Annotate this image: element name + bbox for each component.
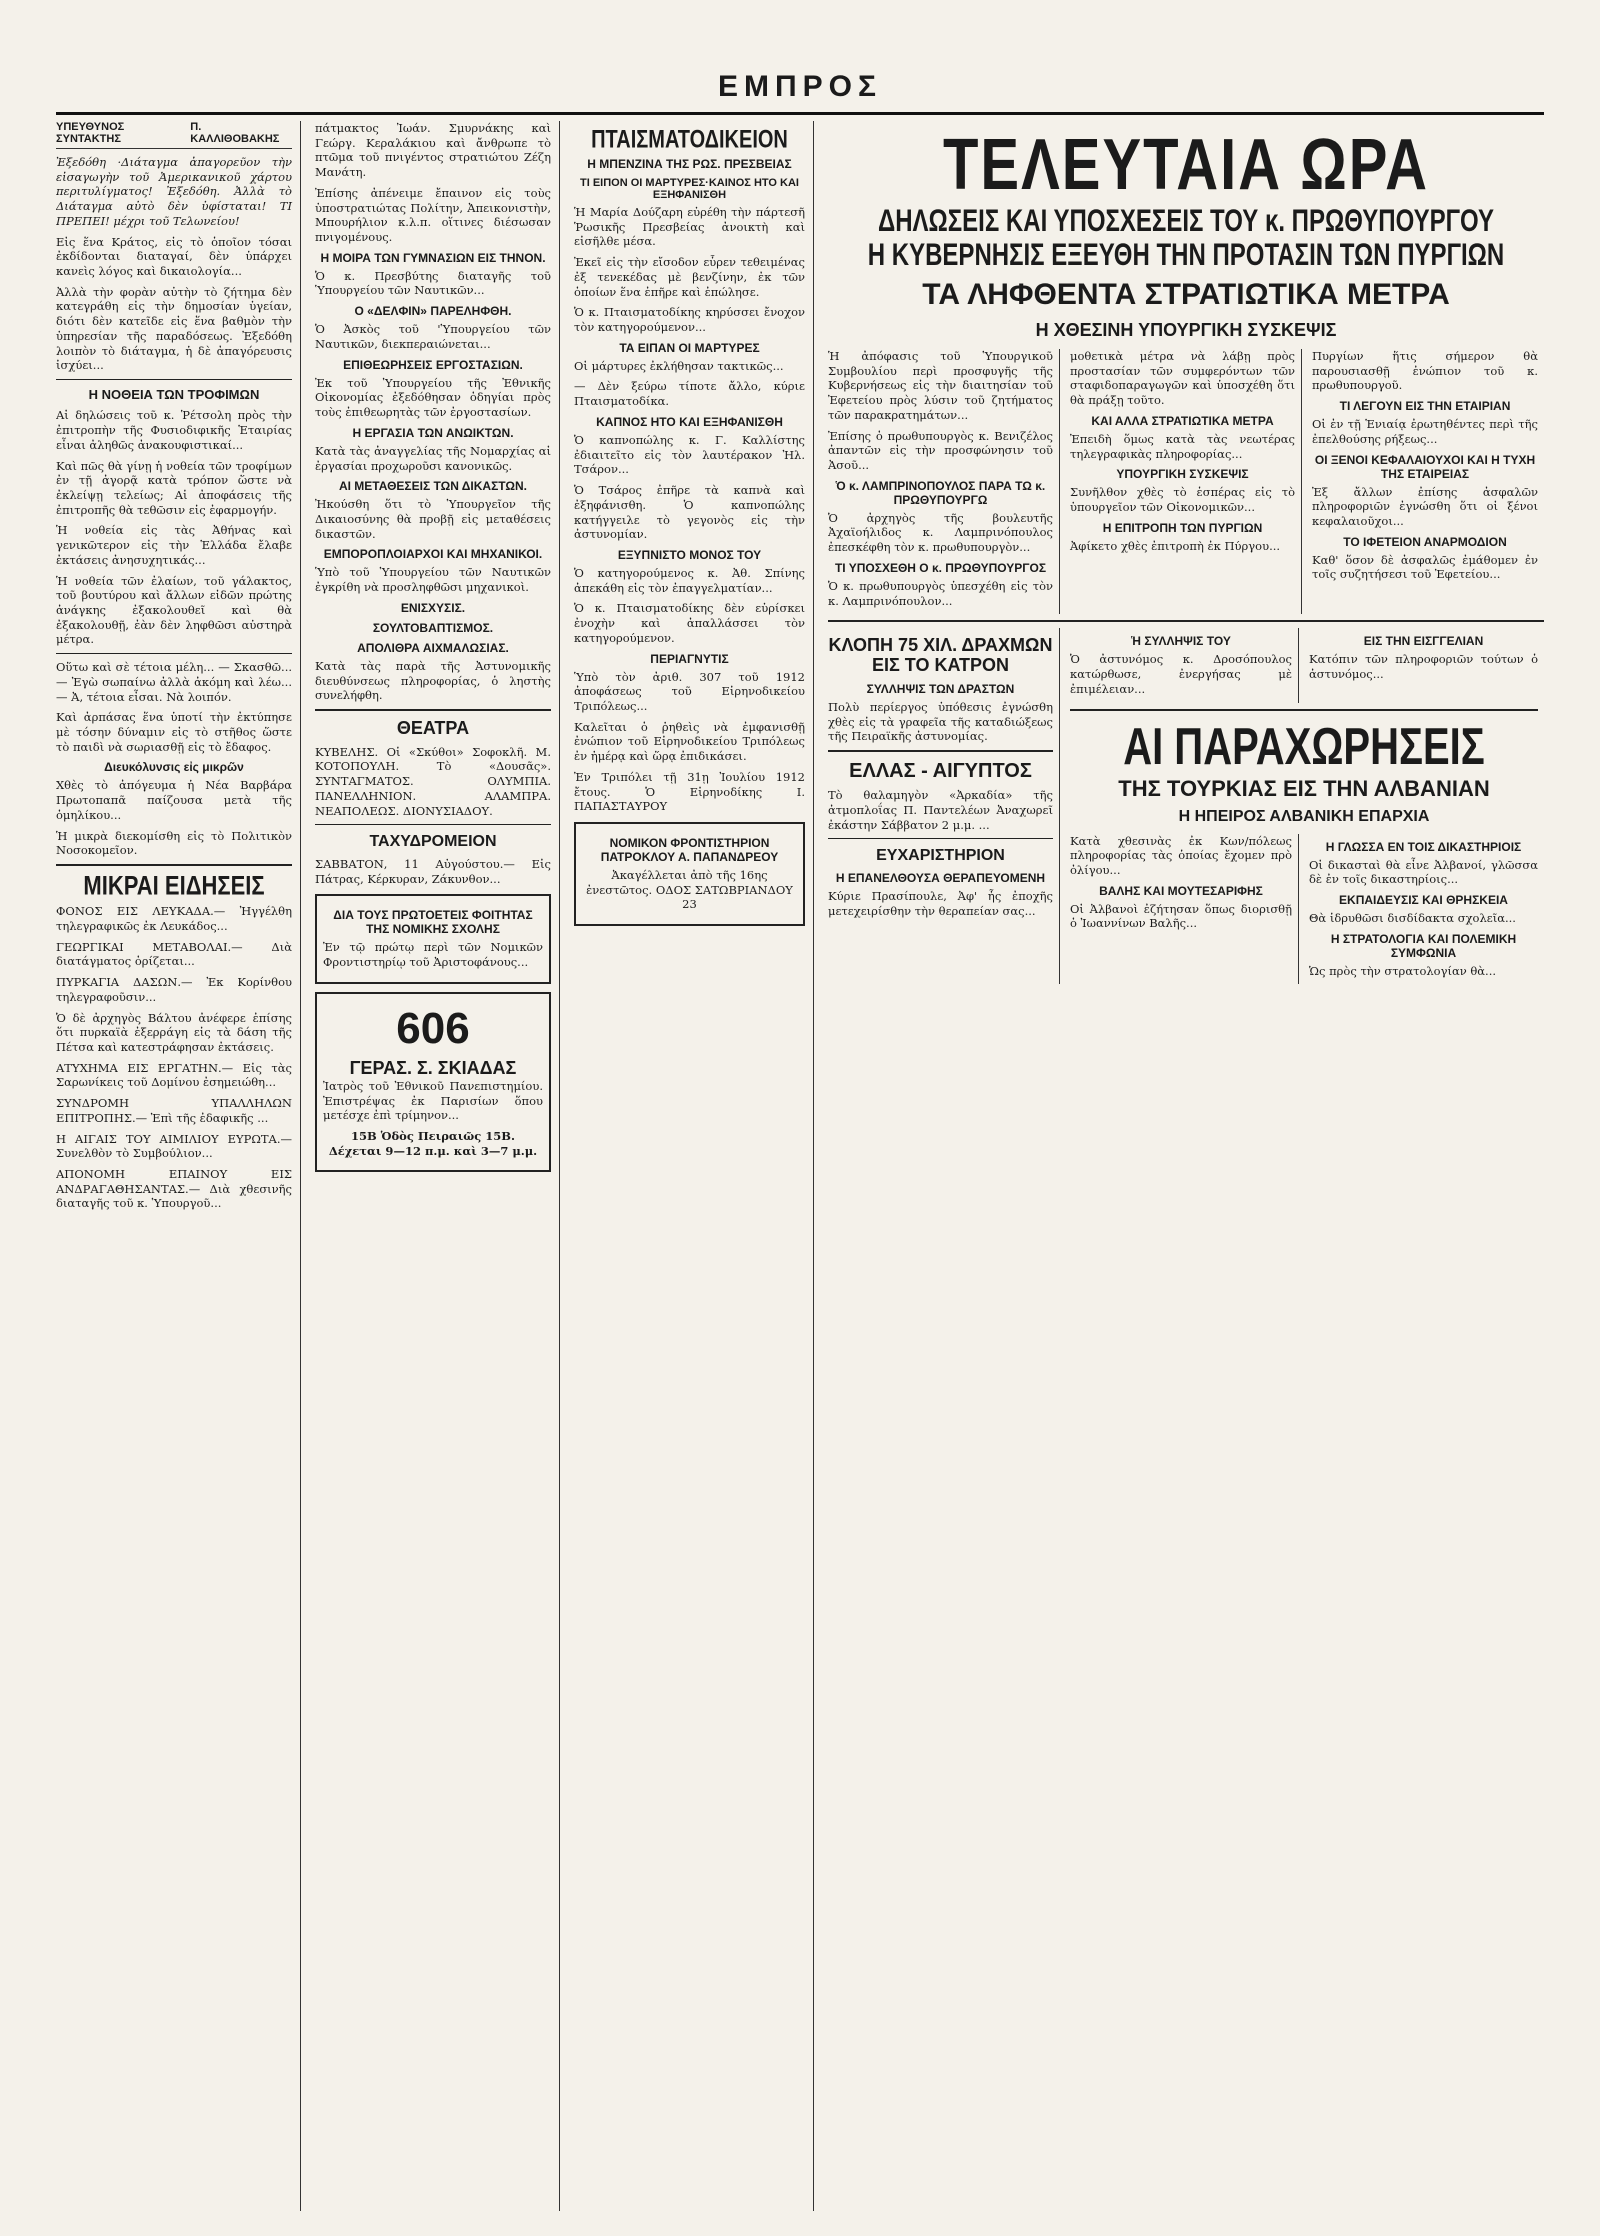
byline-label: ΥΠΕΥΘΥΝΟΣ ΣΥΝΤΑΚΤΗΣ [56,121,125,145]
section-heading: ΕΥΧΑΡΙΣΤΗΡΙΟΝ [876,847,1005,865]
paragraph: Κύριε Πρασίπουλε, Ἀφ' ἧς ἐποχῆς μετεχειρίσθην τὴν θεραπείαν σας... [828,888,1053,918]
paragraph: Ὁ Τσάρος ἐπῆρε τὰ καπνὰ καὶ ἐξηφάνισθη. Ὁ καπνοπώλης κατήγγειλε τὸ γεγονὸς εἰς τὴν ἀστυνομίαν. [574,483,805,542]
news-item: ΑΤΥΧΗΜΑ ΕΙΣ ΕΡΓΑΤΗΝ.— Εἰς τὰς Σαρωνίκεις τοῦ Δομίνου ἐσημειώθη... [56,1060,292,1090]
paragraph: Κατὰ τὰς ἀναγγελίας τῆς Νομαρχίας αἱ ἐργασίαι προχωροῦσι κανονικῶς. [315,443,551,473]
paragraph: Ἐπίσης ὁ πρωθυπουργὸς κ. Βενιζέλος ἀπαντῶν εἰς τὴν προσφώνησιν τοῦ Ἀσοῦ... [828,428,1053,473]
paragraph: Θὰ ἱδρυθῶσι δισδίδακτα σχολεῖα... [1309,910,1516,925]
subheading: ΕΞΥΠΝΙΣΤΟ ΜΟΝΟΣ ΤΟΥ [617,547,762,562]
subheading: Η ΜΟΙΡΑ ΤΩΝ ΓΥΜΝΑΣΙΩΝ ΕΙΣ ΤΗΝΟΝ. [320,250,546,265]
subheading: ΠΕΡΙΑΓΝΥΤΙΣ [650,651,729,666]
subheading: ΤΑ ΕΙΠΑΝ ΟΙ ΜΑΡΤΥΡΕΣ [619,340,760,355]
section-heading: ΘΕΑΤΡΑ [396,717,470,738]
kloph-col-a [1070,628,1299,702]
subheading: Η ΕΠΙΤΡΟΠΗ ΤΩΝ ΠΥΡΓΙΩΝ [1102,520,1263,535]
subheading: Η ΗΠΕΙΡΟΣ ΑΛΒΑΝΙΚΗ ΕΠΑΡΧΙΑ [1178,807,1430,825]
paragraph: Ἐν Τριπόλει τῇ 31ῃ Ἰουλίου 1912 ἔτους. Ὁ Εἰρηνοδίκης Ι. ΠΑΠΑΣΤΑΥΡΟΥ [574,769,805,814]
paragraph: — Δὲν ξεύρω τίποτε ἄλλο, κύριε Πταισματοδίκα. [574,379,805,409]
subheading: Ἡ ΣΥΛΛΗΨΙΣ ΤΟΥ [1131,634,1231,649]
divider [56,653,292,654]
section-heading: ΜΙΚΡΑΙ ΕΙΔΗΣΕΙΣ [83,870,265,901]
ad-text: Ἐν τῷ πρώτῳ περὶ τῶν Νομικῶν Φροντιστηρίῳ τοῦ Ἀριστοφάνους... [323,940,543,970]
subheading: Η ΜΠΕΝΖΙΝΑ ΤΗΣ ΡΩΣ. ΠΡΕΣΒΕΙΑΣ [587,157,792,171]
section-heading: ΕΛΛΑΣ - ΑΙΓΥΠΤΟΣ [849,760,1032,783]
kloph-col-b [1309,628,1538,702]
subheading: ΤΙ ΛΕΓΟΥΝ ΕΙΣ ΤΗΝ ΕΤΑΙΡΙΑΝ [1339,399,1511,414]
subheading: Η ΓΛΩΣΣΑ ΕΝ ΤΟΙΣ ΔΙΚΑΣΤΗΡΙΟΙΣ [1325,839,1522,854]
subheading: ΕΚΠΑΙΔΕΥΣΙΣ ΚΑΙ ΘΡΗΣΚΕΙΑ [1339,892,1508,907]
paragraph: Ἀφίκετο χθὲς ἐπιτροπὴ ἐκ Πύργου... [1070,538,1281,553]
masthead-rule [56,112,1544,115]
paragraph: Ἐκεῖ εἰς τὴν εἴσοδον εὗρεν τεθειμένας ἐξ τενεκέδας μὲ βενζίνην, ἐκ τῶν ὁποίων ἕνα ἐπῆρε καὶ ἐπώλησε. [574,255,805,299]
news-item: ΓΕΩΡΓΙΚΑΙ ΜΕΤΑΒΟΛΑΙ.— Διὰ διατάγματος ὁρίζεται... [56,939,292,969]
headline: ΔΗΛΩΣΕΙΣ ΚΑΙ ΥΠΟΣΧΕΣΕΙΣ ΤΟΥ κ. ΠΡΩΘΥΠΟΥΡΓΟΥ [877,203,1495,239]
subheading: Ὁ κ. ΛΑΜΠΡΙΝΟΠΟΥΛΟΣ ΠΑΡΑ ΤΩ κ. ΠΡΩΘΥΠΟΥΡΓΩ [835,478,1046,507]
section-heading: ΑΙ ΠΑΡΑΧΩΡΗΣΕΙΣ [1123,717,1485,775]
subheading: ΑΙ ΜΕΤΑΘΕΣΕΙΣ ΤΩΝ ΔΙΚΑΣΤΩΝ. [338,479,528,494]
divider [56,864,292,866]
news-item: Ὁ δὲ ἀρχηγὸς Βάλτου ἀνέφερε ἐπίσης ὅτι πυρκαϊὰ ἐξερράγη εἰς τὰ δάση τῆς Πέτσα καὶ κατεστράφησαν ἐκτάσεις. [56,1010,292,1054]
main-subcolumns [828,349,1544,614]
subheading: ΑΠΟΛΙΘΡΑ ΑΙΧΜΑΛΩΣΙΑΣ. [357,640,509,655]
albania-col-a [1070,834,1299,985]
divider [315,824,551,825]
subheading: ΒΑΛΗΣ ΚΑΙ ΜΟΥΤΕΣΑΡΙΦΗΣ [1099,883,1263,898]
subheading: ΚΑΙ ΑΛΛΑ ΣΤΡΑΤΙΩΤΙΚΑ ΜΕΤΡΑ [1091,413,1274,428]
paragraph: Ἐπειδὴ ὅμως κατὰ τὰς νεωτέρας τηλεγραφικὰς πληροφορίας... [1070,431,1295,461]
subheading: Ο «ΔΕΛΦΙΝ» ΠΑΡΕΛΗΦΘΗ. [354,304,512,319]
headline: ΤΑ ΛΗΦΘΕΝΤΑ ΣΤΡΑΤΙΩΤΙΚΑ ΜΕΤΡΑ [922,278,1450,311]
paragraph: Ἐκ τοῦ Ὑπουργείου τῆς Ἐθνικῆς Οἰκονομίας ἐξεδόθησαν ὁδηγίαι πρὸς τοὺς ἐπιθεωρητὰς τῶν ἐργοστασίων. [315,375,551,420]
paragraph: Καθ' ὅσον δὲ ἀσφαλῶς ἐμάθομεν ἐν τοῖς συζητήσεσι τοῦ Ἐφετείου... [1312,552,1538,582]
paragraph: Ἡ ἀπόφασις τοῦ Ὑπουργικοῦ Συμβουλίου περὶ προσφυγῆς τῆς Κυβερνήσεως εἰς τὴν διαιτησίαν τοῦ Ἐφετείου πρὸς λύσιν τοῦ ζητήματος τῶν παρακρατημάτων... [828,349,1053,422]
lower-subcolumn-1 [828,628,1060,984]
ad-box [574,822,805,926]
paragraph: Χθὲς τὸ ἀπόγευμα ἡ Νέα Βαρβάρα Πρωτοπαπᾶ παίζουσα μετὰ τῆς ὁμηλίκου... [56,778,292,822]
main-subcolumn-3 [1312,349,1544,614]
divider [828,838,1053,839]
lead-paragraph: Ἐξεδόθη ·Διάταγμα ἀπαγορεῦον τὴν εἰσαγωγὴν τοῦ Ἀμερικανικοῦ χάρτου περιτυλίγματος! Ἐξεδόθη. Ἀλλὰ τὸ Διάταγμα αὐτὸ δὲν ὑφίσταται! ΤΙ ΠΡΕΠΕΙ! μέχρι τοῦ Τελωνείου! [56,155,292,228]
ad-title: ΝΟΜΙΚΟΝ ΦΡΟΝΤΙΣΤΗΡΙΟΝ ΠΑΤΡΟΚΛΟΥ Α. ΠΑΠΑΝΔΡΕΟΥ [600,836,779,864]
post-listings: ΣΑΒΒΑΤΟΝ, 11 Αὐγούστου.— Εἰς Πάτρας, Κέρκυραν, Ζάκυνθον... [315,856,551,886]
ad-title: ΔΙΑ ΤΟΥΣ ΠΡΩΤΟΕΤΕΙΣ ΦΟΙΤΗΤΑΣ ΤΗΣ ΝΟΜΙΚΗΣ ΣΧΟΛΗΣ [333,908,533,937]
paragraph: Οἱ ἐν τῇ Ἑνιαίᾳ ἐρωτηθέντες περὶ τῆς ἐπελθούσης ρήξεως... [1312,417,1538,446]
subheading: Η ΣΤΡΑΤΟΛΟΓΙΑ ΚΑΙ ΠΟΛΕΜΙΚΗ ΣΥΜΦΩΝΙΑ [1330,931,1517,960]
paragraph: Αἱ δηλώσεις τοῦ κ. Ῥέτσολη πρὸς τὴν ἐπιτροπὴν τῆς Φυσιοδιφικῆς Ἑταιρίας εἶναι ἀληθῶς ἀνακουφιστικαί... [56,408,292,452]
paragraph: Οἱ μάρτυρες ἐκλήθησαν τακτικῶς... [574,358,784,373]
paragraph: Ὁ κατηγορούμενος κ. Ἀθ. Σπίνης ἀπεκάθη εἰς τὸν ἐπαγγελματίαν... [574,565,805,595]
main-subcolumn-2 [1070,349,1302,614]
paragraph: μοθετικὰ μέτρα νὰ λάβῃ πρὸς προστασίαν τῶν συμφερόντων τῶν σταφιδοπαραγωγῶν καὶ ὑποσχέθη ὅτι θὰ πράξῃ τοῦτο. [1070,349,1295,408]
paragraph: Ἡ νοθεία τῶν ἐλαίων, τοῦ γάλακτος, τοῦ βουτύρου καὶ ἄλλων εἰδῶν πρώτης ἀνάγκης ἐξακολουθεῖ καὶ θὰ ἐξακολουθῇ, ἐὰν δὲν ληφθῶσι αὐστηρὰ μέτρα. [56,573,292,647]
columns [56,121,1544,2211]
section-heading: ΚΛΟΠΗ 75 ΧΙΛ. ΔΡΑΧΜΩΝ ΕΙΣ ΤΟ ΚΑΤΡΟΝ [828,635,1053,676]
paragraph: Εἰς ἕνα Κράτος, εἰς τὸ ὁποῖον τόσαι ἐκδίδονται διαταγαί, δὲν ὑπάρχει κανεὶς λόγος καὶ δικαιολογία... [56,234,292,279]
paragraph: Ἐξ ἄλλων ἐπίσης ἀσφαλῶν πληροφοριῶν ἐγνώσθη ὅτι οἱ ξένοι κεφαλαιοῦχοι... [1312,484,1538,529]
paragraph: Ὁ καπνοπώλης κ. Γ. Καλλίστης ἐδιαιτεῖτο εἰς τὸν λαυτέρακον Ἠλ. Τσάρον... [574,432,805,477]
subheading: ΕΜΠΟΡΟΠΛΟΙΑΡΧΟΙ ΚΑΙ ΜΗΧΑΝΙΚΟΙ. [323,547,543,562]
divider [315,709,551,711]
paragraph: Πυργίων ἥτις σήμερον θὰ παρουσιασθῇ ἐνώπιον τοῦ κ. πρωθυπουργοῦ. [1312,349,1538,393]
subheading: ΚΑΠΝΟΣ ΗΤΟ ΚΑΙ ΕΞΗΦΑΝΙΣΘΗ [596,414,783,429]
paragraph: Ἡ μικρὰ διεκομίσθη εἰς τὸ Πολιτικὸν Νοσοκομεῖον. [56,828,292,858]
paragraph: Οἱ δικασταὶ θὰ εἶνε Ἀλβανοί, γλῶσσα δὲ ἐν τοῖς δικαστηρίοις... [1309,857,1538,887]
headline: Η ΧΘΕΣΙΝΗ ΥΠΟΥΡΓΙΚΗ ΣΥΣΚΕΨΙΣ [1035,320,1337,340]
paragraph: Ὑπὸ τοῦ Ὑπουργείου τῶν Ναυτικῶν ἐγκρίθη νὰ προσληφθῶσι μηχανικοὶ. [315,565,551,595]
main-column [828,121,1544,2211]
paragraph: Ὁ ἀστυνόμος κ. Δροσόπουλος κατώρθωσε, ἐνεργήσας μὲ ἐπιμέλειαν... [1070,652,1292,696]
byline [56,121,292,149]
albania-col-b [1309,834,1538,985]
paragraph: Ἡ Μαρία Δούζαρη εὐρέθη τὴν πάρτεσῆ Ῥωσικῆς Πρεσβείας ἀνοικτὴ καὶ εἰσῆλθε μέσα. [574,205,805,249]
subheading: ΤΙ ΥΠΟΣΧΕΘΗ Ο κ. ΠΡΩΘΥΠΟΥΡΓΟΣ [834,560,1047,575]
subheading: ΤΗΣ ΤΟΥΡΚΙΑΣ ΕΙΣ ΤΗΝ ΑΛΒΑΝΙΑΝ [1118,775,1490,801]
news-item: ΣΥΝΔΡΟΜΗ ΥΠΑΛΛΗΛΩΝ ΕΠΙΤΡΟΠΗΣ.— Ἐπὶ τῆς ἐδαφικῆς ... [56,1096,292,1125]
section-heading: ΠΤΑΙΣΜΑΤΟΔΙΚΕΙΟΝ [591,126,788,154]
divider [56,379,292,380]
paragraph: Ὁ ἀρχηγὸς τῆς βουλευτῆς Ἀχαϊοήλιδος κ. Λαμπρινόπουλος ἐπεσκέφθη τὸν κ. πρωθυπουργὸν... [828,510,1053,555]
paragraph: Καὶ ἀρπάσας ἕνα ὑποτί τὴν ἐκτύπησε μὲ τόσην δύναμιν εἰς τὸ στῆθος ὥστε τὸ παιδὶ νὰ σωριασθῇ εἰς τὸ ἔδαφος. [56,710,292,754]
paragraph: Κατὰ τὰς παρὰ τῆς Ἀστυνομικῆς διευθύνσεως πληροφορίας, ὁ ληστὴς συνελήφθη. [315,658,551,703]
paragraph: Κατὰ χθεσινὰς ἐκ Κων/πόλεως πληροφορίας τὰς ὁποίας ἔχομεν πρὸ ὀλίγου... [1070,833,1292,877]
column-3 [574,121,814,2211]
paragraph: Ὁ κ. Πταισματοδίκης κηρύσσει ἔνοχον τὸν κατηγορούμενον... [574,305,805,335]
divider [828,750,1053,752]
paragraph: Καλεῖται ὁ ῥηθεὶς νὰ ἐμφανισθῇ ἐνώπιον τοῦ Εἰρηνοδικείου Τριπόλεως ἐν ἡμέρᾳ καὶ ὥρᾳ ἐπιδικάσει. [574,719,805,764]
paragraph: Συνῆλθον χθὲς τὸ ἑσπέρας εἰς τὸ ὑπουργεῖον τῶν Οἰκονομικῶν... [1070,485,1295,515]
masthead: ΕΜΠΡΟΣ [717,70,882,103]
paragraph: Οὕτω καὶ σὲ τέτοια μέλη... — Σκασθῶ... — Ἐγὼ σωπαίνω ἀλλὰ ἀκόμη καὶ λέω... — Ἀ, τέτοια εἶσαι. Νὰ λοιπόν. [56,660,292,704]
paragraph: Ὡς πρὸς τὴν στρατολογίαν θὰ... [1309,963,1497,978]
subheading: ΣΥΛΛΗΨΙΣ ΤΩΝ ΔΡΑΣΤΩΝ [866,681,1015,696]
paragraph: Κατόπιν τῶν πληροφοριῶν τούτων ὁ ἀστυνόμος... [1309,652,1538,682]
paragraph: Πολὺ περίεργος ὑπόθεσις ἐγνώσθη χθὲς εἰς τὰ γραφεῖα τῆς καταδιώξεως τῆς Πειραϊκῆς ἀστυνομίας. [828,699,1053,744]
ad-text: Ἀκαγέλλεται ἀπὸ τῆς 16ης ἐνεστῶτος. ΟΔΟΣ ΣΑΤΩΒΡΙΑΝΔΟΥ 23 [586,868,793,912]
paragraph: Οἱ Ἀλβανοὶ ἐζήτησαν ὅπως διορισθῇ ὁ Ἰωαννίνων Βαλῆς... [1070,901,1292,931]
lower-subcolumn-2 [1070,628,1544,984]
subheading: ΕΠΙΘΕΩΡΗΣΕΙΣ ΕΡΓΟΣΤΑΣΙΩΝ. [343,357,523,372]
headline: Η ΚΥΒΕΡΝΗΣΙΣ ΕΞΕΥΘΗ ΤΗΝ ΠΡΟΤΑΣΙΝ ΤΩΝ ΠΥΡΓΙΩΝ [867,237,1505,273]
theatre-listings: ΚΥΒΕΛΗΣ. Οἱ «Σκύθοι» Σοφοκλῆ. Μ. ΚΟΤΟΠΟΥΛΗ. Τὸ «Δουσᾶς». ΣΥΝΤΑΓΜΑΤΟΣ. ΟΛΥΜΠΙΑ. ΠΑΝΕΛΛΗΝΙΟΝ. ΑΛΑΜΠΡΑ. ΝΕΑΠΟΛΕΩΣ. ΔΙΟΝΥΣΙΑΔΟΥ. [315,744,551,818]
paragraph: Ἐπίσης ἀπένειμε ἔπαινον εἰς τοὺς ὑποστρατιώτας Πολίτην, Ἀπεικονιστὴν, Μπουρήλιον κ.λ.π. οἵτινες διέσωσαν πνιγομένους. [315,185,551,245]
ad-address: 15Β Ὁδὸς Πειραιῶς 15Β. Δέχεται 9—12 π.μ. καὶ 3—7 μ.μ. [328,1128,538,1158]
section-heading: ΤΑΧΥΔΡΟΜΕΙΟΝ [369,833,497,851]
ad-text: Ἰατρὸς τοῦ Ἐθνικοῦ Πανεπιστημίου. Ἐπιστρέψας ἐκ Παρισίων ὅπου μετέσχε ἐπὶ τρίμηνον... [323,1078,543,1123]
column-2 [315,121,560,2211]
column-1 [56,121,301,2211]
paragraph: Ὁ κ. Πρεσβύτης διαταγῆς τοῦ Ὑπουργείου τῶν Ναυτικῶν... [315,268,551,298]
paragraph: Ἠκούσθη ὅτι τὸ Ὑπουργεῖον τῆς Δικαιοσύνης θὰ προβῇ εἰς μεταθέσεις δικαστῶν. [315,497,551,541]
ad-big-number: 606 [396,1003,470,1053]
byline-editor: Π. ΚΑΛΛΙΘΟΒΑΚΗΣ [190,121,280,145]
subheading: ΕΙΣ ΤΗΝ ΕΙΣΓΓΕΛΙΑΝ [1363,634,1484,649]
news-item: ΠΥΡΚΑΓΙΑ ΔΑΣΩΝ.— Ἐκ Κορίνθου τηλεγραφοῦσιν... [56,975,292,1004]
ad-title: ΓΕΡΑΣ. Σ. ΣΚΙΑΔΑΣ [349,1057,517,1078]
news-item: Η ΑΙΓΑΙΣ ΤΟΥ ΑΙΜΙΛΙΟΥ ΕΥΡΩΤΑ.— Συνελθὸν τὸ Συμβούλιον... [56,1131,292,1161]
subheading: Η ΕΡΓΑΣΙΑ ΤΩΝ ΑΝΩΙΚΤΩΝ. [352,425,514,440]
banner-title: ΤΕΛΕΥΤΑΙΑ ΩΡΑ [942,123,1430,206]
paragraph: Ὁ Ἀσκὸς τοῦ 'Ὑπουργείου τῶν Ναυτικῶν, διεκπεραιώνεται... [315,322,551,351]
subheading: ΤΟ ΙΦΕΤΕΙΟΝ ΑΝΑΡΜΟΔΙΟΝ [1343,534,1507,549]
section-heading: Η ΝΟΘΕΙΑ ΤΩΝ ΤΡΟΦΙΜΩΝ [88,387,260,403]
main-subcolumn-1 [828,349,1060,614]
subheading: Η ΕΠΑΝΕΛΘΟΥΣΑ ΘΕΡΑΠΕΥΟΜΕΝΗ [835,870,1046,885]
paragraph: πάτμακτος Ἰωάν. Σμυρνάκης καὶ Γεώργ. Κεραλάκιου καὶ ἄνθρωπε τὸ πτῶμα τοῦ πνιγέντος στρατιώτου Ζέζη Μανάτη. [315,121,551,180]
ad-box [315,894,551,983]
paragraph: Καὶ πῶς θὰ γίνῃ ἡ νοθεία τῶν τροφίμων ἐν τῇ ἀγορᾷ κατὰ τρόπον ὥστε νὰ ἐκλείψῃ τελείως; Αἱ ἀποφάσεις τῆς ἐπιτροπῆς θὰ τεθῶσιν εἰς ἐφαρμογήν. [56,458,292,517]
paragraph: Τὸ θαλαμηγὸν «Ἀρκαδία» τῆς ἀτμοπλοΐας Π. Παντελέων Ἀναχωρεῖ ἐκάστην Σάββατον 2 μ.μ. ... [828,788,1053,832]
paragraph: Ὁ κ. πρωθυπουργὸς ὑπεσχέθη εἰς τὸν κ. Λαμπρινόπουλον... [828,578,1053,608]
albania-subcols [1070,834,1538,985]
subheading: ΣΟΥΛΤΟΒΑΠΤΙΣΜΟΣ. [372,620,494,635]
paragraph: Ἡ νοθεία εἰς τὰς Ἀθήνας καὶ γενικῶτερον εἰς τὴν Ἑλλάδα ἔλαβε ἐκτάσεις ἀνησυχητικάς... [56,523,292,567]
kloph-subcols [1070,628,1538,702]
subheading: ΥΠΟΥΡΓΙΚΗ ΣΥΣΚΕΨΙΣ [1116,467,1249,482]
divider [1070,709,1538,711]
subheading: ΟΙ ΞΕΝΟΙ ΚΕΦΑΛΑΙΟΥΧΟΙ ΚΑΙ Η ΤΥΧΗ ΤΗΣ ΕΤΑΙΡΕΙΑΣ [1314,452,1536,481]
divider [828,620,1544,622]
subheading: Διευκόλυνσις εἰς μικρῶν [104,760,244,775]
ad-box [315,992,551,1173]
news-item: ΑΠΟΝΟΜΗ ΕΠΑΙΝΟΥ ΕΙΣ ΑΝΔΡΑΓΑΘΗΣΑΝΤΑΣ.— Διὰ χθεσινῆς διαταγῆς τοῦ κ. Ὑπουργοῦ... [56,1167,292,1211]
subheading: ΤΙ ΕΙΠΟΝ ΟΙ ΜΑΡΤΥΡΕΣ·ΚΑΙΝΟΣ ΗΤΟ ΚΑΙ ΕΞΗΦΑΝΙΣΘΗ [580,177,799,201]
paragraph: Ὁ κ. Πταισματοδίκης δὲν εὑρίσκει ἐνοχὴν καὶ ἀπαλλάσσει τὸν κατηγορούμενον. [574,601,805,645]
lower-subcolumns [828,628,1544,984]
paragraph: Ὑπὸ τὸν ἀριθ. 307 τοῦ 1912 ἀποφάσεως τοῦ Εἰρηνοδικείου Τριπόλεως... [574,669,805,713]
subheading: ΕΝΙΣΧΥΣΙΣ. [400,600,466,615]
news-item: ΦΟΝΟΣ ΕΙΣ ΛΕΥΚΑΔΑ.— Ἠγγέλθη τηλεγραφικῶς ἐκ Λευκάδος... [56,904,292,933]
paragraph: Ἀλλὰ τὴν φορὰν αὐτὴν τὸ ζήτημα δὲν κατεγράθη εἰς τὴν δημοσίαν ὑγείαν, διότι δὲν κατεῖδε εἰς ἕνα βαθμὸν τὴν ὑπηρεσίαν τῆς παραδόσεως. Ἐξεδόθη λοιπὸν τὸ διάταγμα, ἡ δὲ ἀπαγόρευσις ἰσχύει... [56,284,292,373]
